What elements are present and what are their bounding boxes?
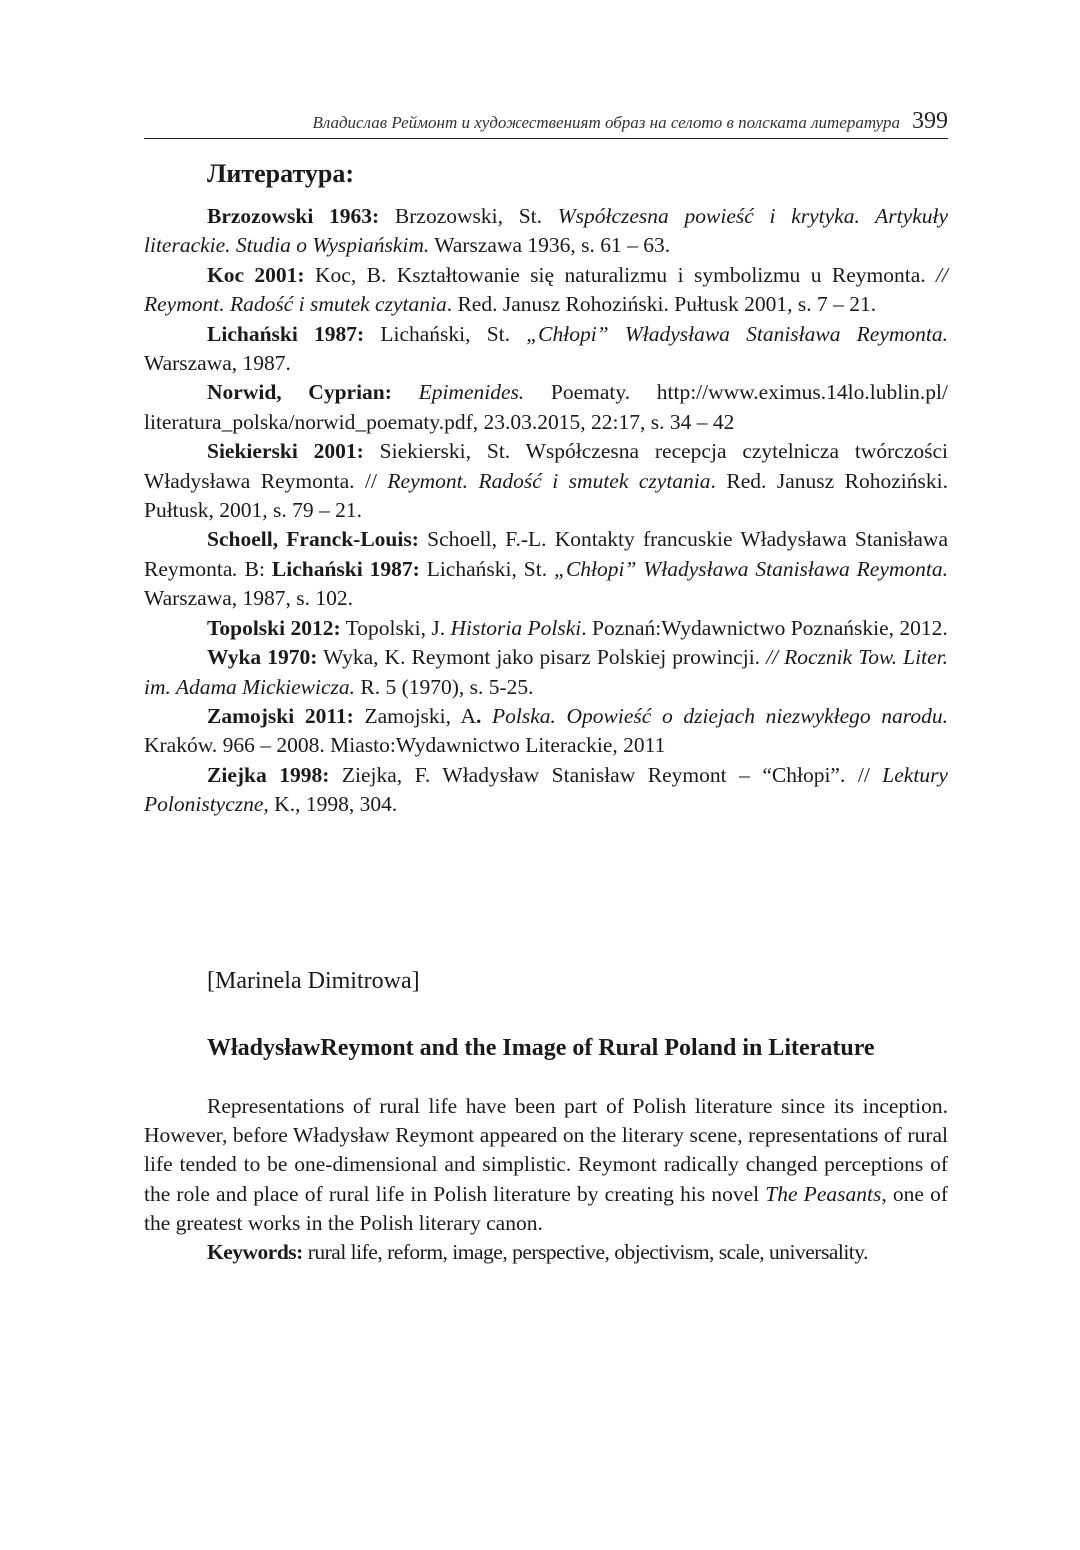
reference-key: Ziejka 1998:: [207, 762, 330, 787]
reference-key: Lichański 1987:: [207, 321, 365, 346]
reference-key: Siekierski 2001:: [207, 439, 364, 464]
reference-title: Lektury Polonistyczne,: [144, 762, 948, 817]
reference-text: Brzozowski, St.: [379, 204, 558, 228]
reference-item: [144, 320, 948, 379]
reference-item: [144, 378, 948, 437]
summary-paragraph: [144, 1092, 948, 1238]
reference-text: Warszawa, 1987, s. 102.: [144, 586, 354, 611]
reference-key: Brzozowski 1963:: [207, 204, 380, 228]
keywords-line: [144, 1238, 948, 1267]
reference-key: Lichański 1987:: [271, 556, 420, 581]
reference-title: Epimenides.: [418, 380, 525, 405]
reference-text: Schoell, F.-L. Kontakty francuskie Władysława Stanisława Reymonta: [144, 527, 949, 581]
reference-title: // Rocznik Tow. Liter. im. Adama Mickiewicza.: [144, 645, 948, 699]
reference-list: [144, 202, 948, 820]
page-number: 399: [912, 108, 948, 134]
reference-text: Lichański, St.: [364, 321, 527, 346]
reference-title: „Chłopi” Władysława Stanisława Reymonta.: [553, 556, 948, 581]
reference-key: Wyka 1970:: [207, 645, 318, 670]
reference-text: [392, 380, 419, 404]
reference-text: Ziejka, F. Władysław Stanisław Reymont – “Chłopi”. //: [329, 762, 883, 787]
reference-item: [144, 525, 948, 613]
reference-text: K., 1998, 304.: [268, 792, 398, 817]
reference-item: [144, 614, 948, 643]
reference-text: . Red. Janusz Rohoziński. Pułtusk 2001, s. 7 – 21.: [446, 292, 877, 317]
reference-item: [144, 643, 948, 702]
summary-body: [144, 1092, 948, 1267]
reference-text: Wyka, K. Reymont jako pisarz Polskiej prowincji.: [317, 645, 767, 670]
reference-title: Współczesna powieść i krytyka. Artykuły literackie. Studia o Wyspiańskim.: [144, 204, 948, 258]
reference-text: . Red. Janusz Rohoziński. Pułtusk, 2001, s. 79 – 21.: [144, 468, 948, 523]
reference-text: Warszawa, 1987.: [144, 351, 291, 376]
reference-text: Zamojski, A: [353, 703, 476, 728]
reference-text: Siekierski, St. Współczesna recepcja czytelnicza twórczości Władysława Reymonta. //: [144, 439, 948, 493]
reference-key: Zamojski 2011:: [207, 703, 354, 728]
reference-title: „Chłopi” Władysława Stanisława Reymonta.: [526, 321, 949, 346]
novel-title: The Peasants: [765, 1181, 882, 1206]
reference-item: [144, 761, 948, 820]
reference-text: Topolski, J.: [340, 615, 451, 640]
reference-key: Koc 2001:: [207, 262, 305, 287]
keywords-text: rural life, reform, image, perspective, objectivism, scale, universality.: [302, 1240, 869, 1265]
reference-text: . Poznań:Wydawnictwo Poznańskie, 2012.: [581, 615, 948, 640]
section-heading: Литература:: [207, 159, 354, 188]
reference-punct: .: [476, 703, 493, 728]
reference-text: B:: [237, 556, 272, 581]
running-title: Владислав Реймонт и художественият образ на селото в полската литература: [312, 113, 900, 132]
reference-title: Polska. Opowieść o dziejach niezwykłego narodu.: [492, 703, 949, 728]
reference-item: [144, 261, 948, 320]
reference-text: R. 5 (1970), s. 5-25.: [354, 674, 534, 699]
summary-title: WładysławReymont and the Image of Rural Poland in Literature: [207, 1035, 875, 1061]
reference-text: Poematy. http://www.eximus.14lo.lublin.pl/ literatura_polska/norwid_poematy.pdf, 23.03.2015, 22:17, s. 34 – 42: [144, 380, 948, 434]
reference-title: Historia Polski: [450, 615, 582, 640]
reference-text: Koc, B. Kształtowanie się naturalizmu i symbolizmu u Reymonta.: [304, 262, 937, 287]
reference-key: Schoell, Franck-Louis:: [207, 527, 419, 552]
reference-key: Topolski 2012:: [207, 615, 341, 640]
reference-item: [144, 437, 948, 525]
reference-punct: .: [232, 556, 238, 581]
keywords-label: Keywords:: [207, 1240, 303, 1265]
reference-title: // Reymont. Radość i smutek czytania: [144, 262, 948, 317]
running-header: [144, 108, 948, 139]
reference-item: [144, 202, 948, 261]
reference-text: Lichański, St.: [419, 556, 554, 581]
reference-item: [144, 702, 948, 761]
reference-text: Warszawa 1936, s. 61 – 63.: [429, 233, 671, 258]
reference-key: Norwid, Cyprian:: [207, 380, 392, 405]
reference-text: Kraków. 966 – 2008. Miasto:Wydawnictwo Literackie, 2011: [144, 733, 666, 758]
summary-text: , one of the greatest works in the Polish literary canon.: [144, 1181, 948, 1235]
summary-text: Representations of rural life have been part of Polish literature since its inception. However, before Władysław Reymont appeared on the literary scene, representations of rural life tended to be one-dimensional and simplistic. Reymont radically changed perceptions of the role and place of rural life in Polish literature by creating his novel: [144, 1094, 948, 1206]
reference-title: Reymont. Radość i smutek czytania: [387, 468, 711, 493]
summary-author: [Marinela Dimitrowa]: [207, 968, 420, 994]
